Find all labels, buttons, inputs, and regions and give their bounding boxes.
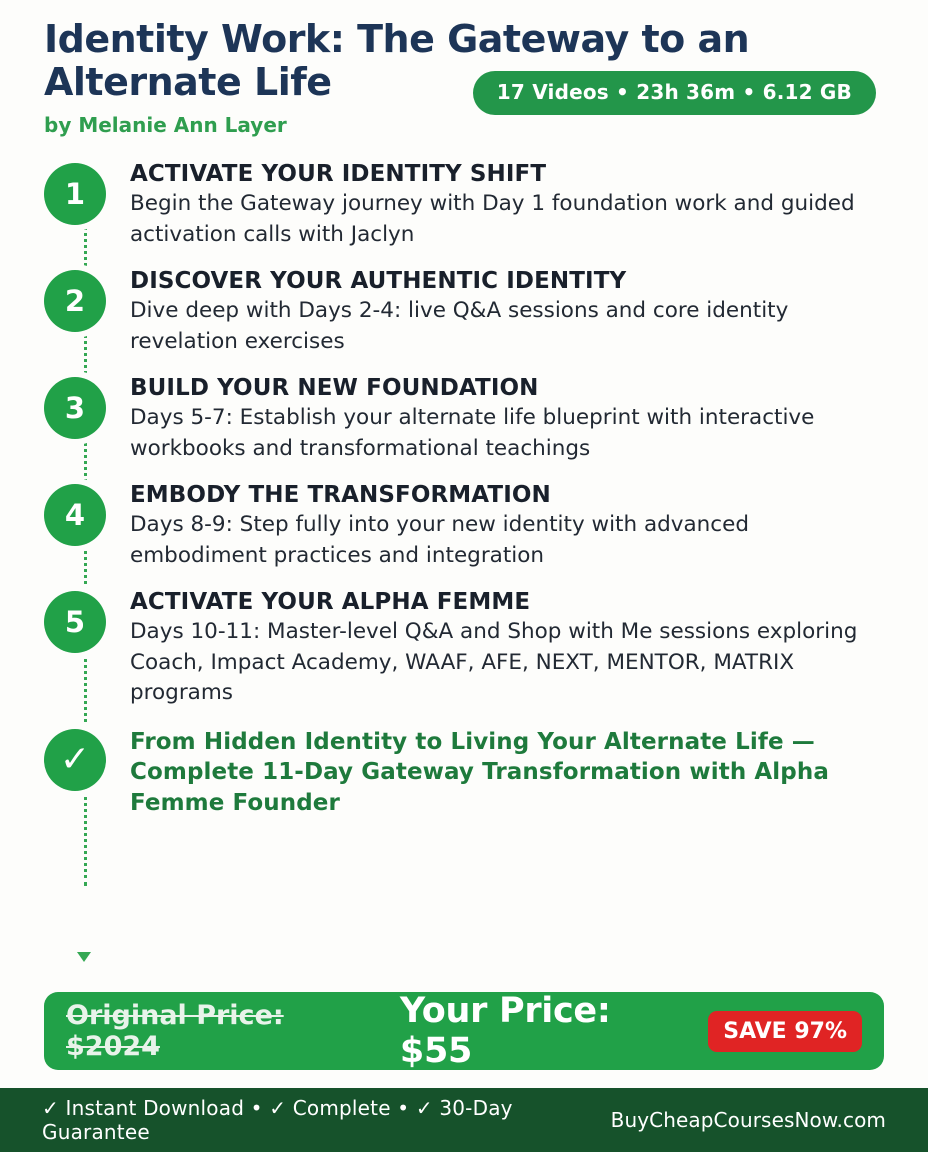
step-description: Dive deep with Days 2-4: live Q&A sessions and core identity revelation exercises <box>130 298 789 354</box>
step-number-badge: 2 <box>44 270 106 332</box>
step-body <box>130 588 884 709</box>
check-icon: ✓ <box>44 729 106 791</box>
step-title: DISCOVER YOUR AUTHENTIC IDENTITY <box>130 268 627 295</box>
list-item <box>44 374 884 464</box>
timeline-arrow-icon <box>77 952 91 962</box>
price-bar <box>44 992 884 1070</box>
step-description: Days 8-9: Step fully into your new identity with advanced embodiment practices and integration <box>130 512 749 568</box>
original-price: Original Price: $2024 <box>66 1000 284 1062</box>
summary-body <box>130 726 884 821</box>
list-item <box>44 160 884 250</box>
step-number-badge: 5 <box>44 591 106 653</box>
step-title: EMBODY THE TRANSFORMATION <box>130 482 551 509</box>
discount-badge: SAVE 97% <box>708 1011 862 1052</box>
list-item <box>44 588 884 709</box>
step-title: BUILD YOUR NEW FOUNDATION <box>130 375 539 402</box>
step-description: Days 5-7: Establish your alternate life blueprint with interactive workbooks and transformational teachings <box>130 405 815 461</box>
step-body <box>130 267 884 357</box>
footer-site-url[interactable]: BuyCheapCoursesNow.com <box>610 1108 886 1132</box>
step-number-badge: 3 <box>44 377 106 439</box>
step-body <box>130 160 884 250</box>
step-body <box>130 374 884 464</box>
footer-benefits: ✓ Instant Download • ✓ Complete • ✓ 30-Day Guarantee <box>42 1096 513 1144</box>
author-byline: by Melanie Ann Layer <box>44 112 287 137</box>
step-number-badge: 4 <box>44 484 106 546</box>
course-stats-badge: 17 Videos • 23h 36m • 6.12 GB <box>473 71 876 115</box>
summary-text: From Hidden Identity to Living Your Alternate Life — Complete 11-Day Gateway Transformation with Alpha Femme Founder <box>130 728 829 816</box>
step-title: ACTIVATE YOUR IDENTITY SHIFT <box>130 161 547 187</box>
step-body <box>130 481 884 571</box>
summary-item <box>44 726 884 821</box>
list-item <box>44 481 884 571</box>
current-price: Your Price: $55 <box>399 991 611 1071</box>
list-item <box>44 267 884 357</box>
step-description: Begin the Gateway journey with Day 1 foundation work and guided activation calls with Jaclyn <box>130 191 855 247</box>
footer <box>0 1088 928 1152</box>
header <box>44 18 884 146</box>
steps-list <box>44 160 884 982</box>
step-number-badge: 1 <box>44 163 106 225</box>
step-description: Days 10-11: Master-level Q&A and Shop with Me sessions exploring Coach, Impact Academy, WAAF, AFE, NEXT, MENTOR, MATRIX programs <box>130 619 858 706</box>
step-title: ACTIVATE YOUR ALPHA FEMME <box>130 589 531 616</box>
page-title: Identity Work: The Gateway to an Alternate Life <box>44 17 750 104</box>
